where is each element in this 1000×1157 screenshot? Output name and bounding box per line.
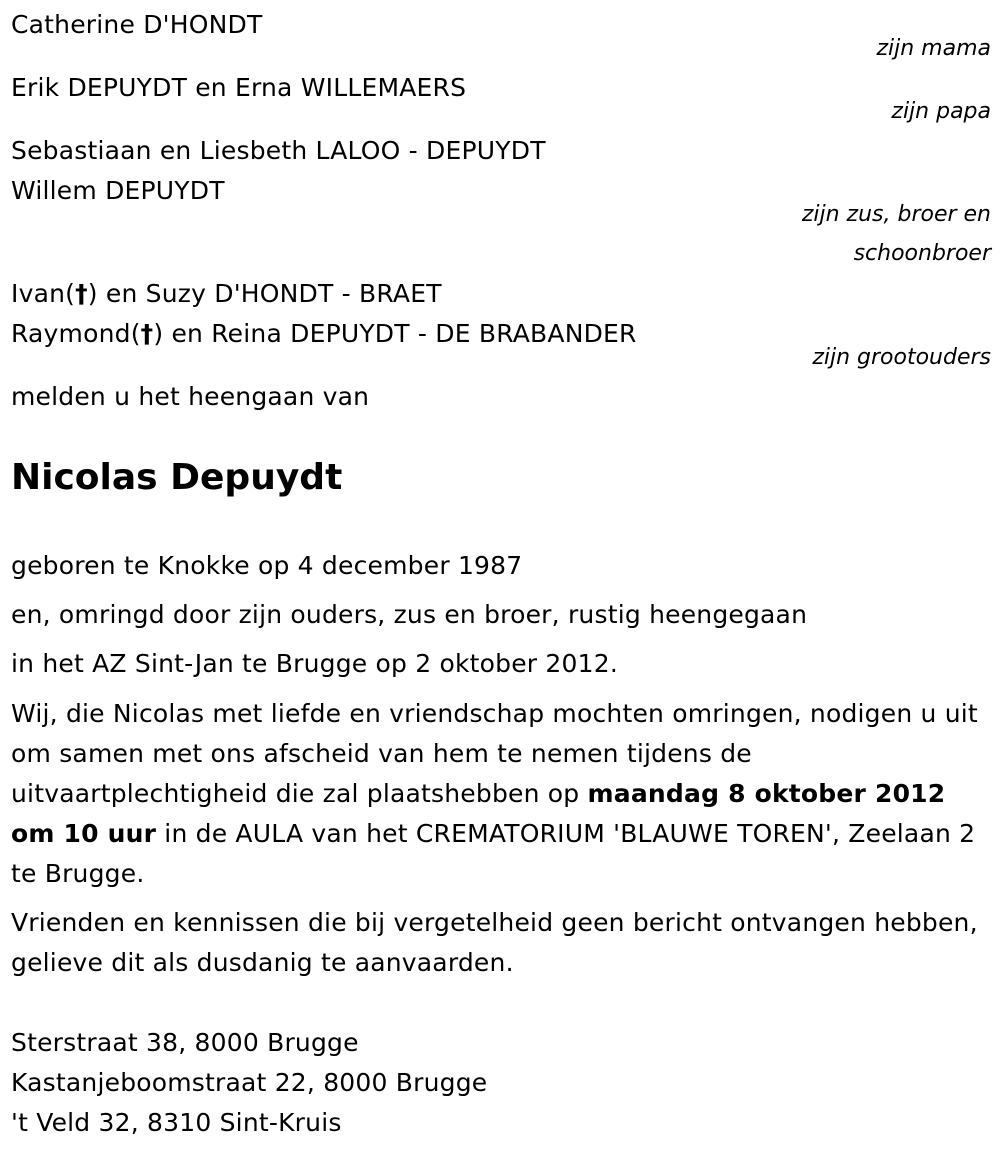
family-member-grandparents-2 (11, 314, 637, 354)
obituary-page (11, 0, 991, 1157)
invitation-location: in de AULA van het CREMATORIUM 'BLAUWE TOREN', Zeelaan 2 te Brugge. (11, 819, 976, 888)
role-mama: zijn mama (876, 36, 991, 61)
family-member-parents: Erik DEPUYDT en Erna WILLEMAERS (11, 73, 467, 102)
address-2: Kastanjeboomstraat 22, 8000 Brugge (11, 1068, 488, 1097)
role-grandparents: zijn grootouders (812, 345, 991, 370)
funeral-invitation (11, 694, 991, 894)
family-member-sister: Sebastiaan en Liesbeth LALOO - DEPUYDT (11, 136, 546, 165)
friends-note: Vrienden en kennissen die bij vergetelheid geen bericht ontvangen hebben, gelieve dit als dusdanig te aanvaarden. (11, 908, 978, 977)
family-member-mother: Catherine D'HONDT (11, 10, 263, 39)
passing-info-line1: en, omringd door zijn ouders, zus en broer, rustig heengegaan (11, 600, 808, 629)
invitation-text: Wij, die Nicolas met liefde en vriendschap mochten omringen, nodigen u uit om samen met ons afscheid van hem te nemen tijdens de uitvaartplechtigheid die zal plaatshebben op (11, 699, 978, 808)
cross-icon: † (75, 279, 88, 308)
family-member-grandparents-1 (11, 274, 442, 314)
birth-info: geboren te Knokke op 4 december 1987 (11, 551, 523, 580)
family-member-brother: Willem DEPUYDT (11, 176, 225, 205)
funeral-date-time: maandag 8 oktober 2012 om 10 uur (11, 779, 946, 848)
name-part: ) en Reina DEPUYDT - DE BRABANDER (153, 319, 637, 348)
address-3: 't Veld 32, 8310 Sint-Kruis (11, 1108, 342, 1137)
cross-icon: † (140, 319, 154, 348)
name-part: Ivan( (11, 279, 76, 308)
address-1: Sterstraat 38, 8000 Brugge (11, 1028, 359, 1057)
deceased-name: Nicolas Depuydt (11, 457, 343, 498)
name-part: ) en Suzy D'HONDT - BRAET (87, 279, 442, 308)
role-papa: zijn papa (891, 99, 991, 124)
passing-info-line2: in het AZ Sint-Jan te Brugge op 2 oktober 2012. (11, 649, 618, 678)
announcement-text: melden u het heengaan van (11, 382, 370, 411)
name-part: Raymond( (11, 319, 141, 348)
role-siblings-line2: schoonbroer (853, 241, 991, 266)
role-siblings-line1: zijn zus, broer en (801, 202, 991, 227)
